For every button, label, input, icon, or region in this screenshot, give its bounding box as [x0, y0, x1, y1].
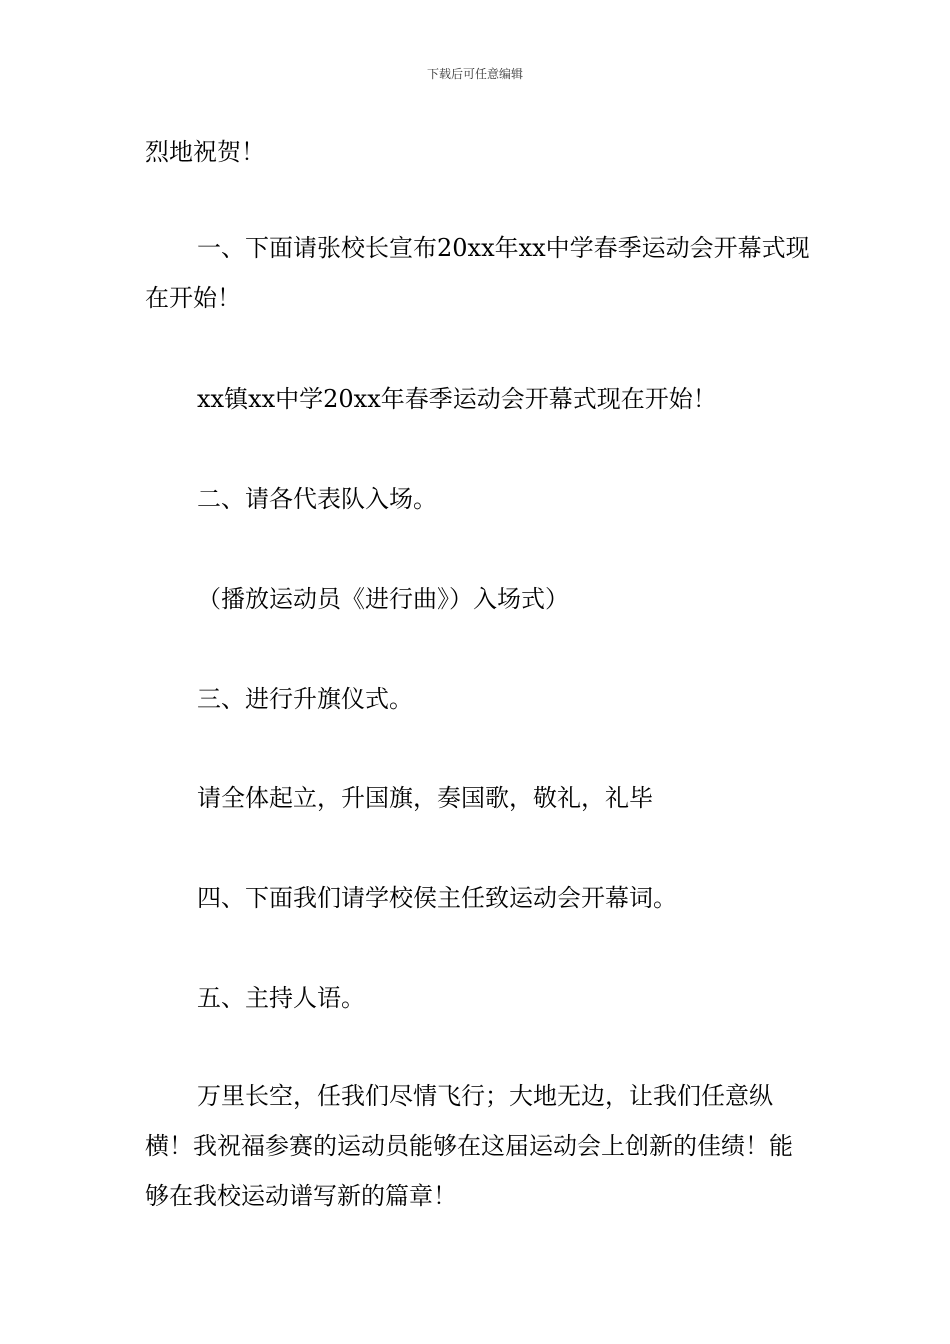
paragraph-3: xx镇xx中学20xx年春季运动会开幕式现在开始！ — [197, 385, 717, 413]
paragraph-2: 一、下面请张校长宣布20xx年xx中学春季运动会开幕式现在开始！ — [145, 234, 810, 312]
paragraph-7: 请全体起立，升国旗，奏国歌，敬礼，礼毕 — [197, 784, 653, 812]
paragraph-10: 万里长空，任我们尽情飞行；大地无边，让我们任意纵横！我祝福参赛的运动员能够在这届运动会上创新的佳绩！能够在我校运动谱写新的篇章！ — [145, 1082, 793, 1210]
paragraph-4: 二、请各代表队入场。 — [197, 485, 437, 513]
paragraph-5: （播放运动员《进行曲》）入场式） — [197, 585, 569, 613]
page-header: 下载后可任意编辑 — [426, 67, 523, 81]
paragraph-8: 四、下面我们请学校侯主任致运动会开幕词。 — [197, 884, 677, 912]
paragraph-9: 五、主持人语。 — [197, 984, 365, 1012]
paragraph-6: 三、进行升旗仪式。 — [197, 685, 413, 713]
paragraph-1: 烈地祝贺！ — [145, 138, 265, 166]
